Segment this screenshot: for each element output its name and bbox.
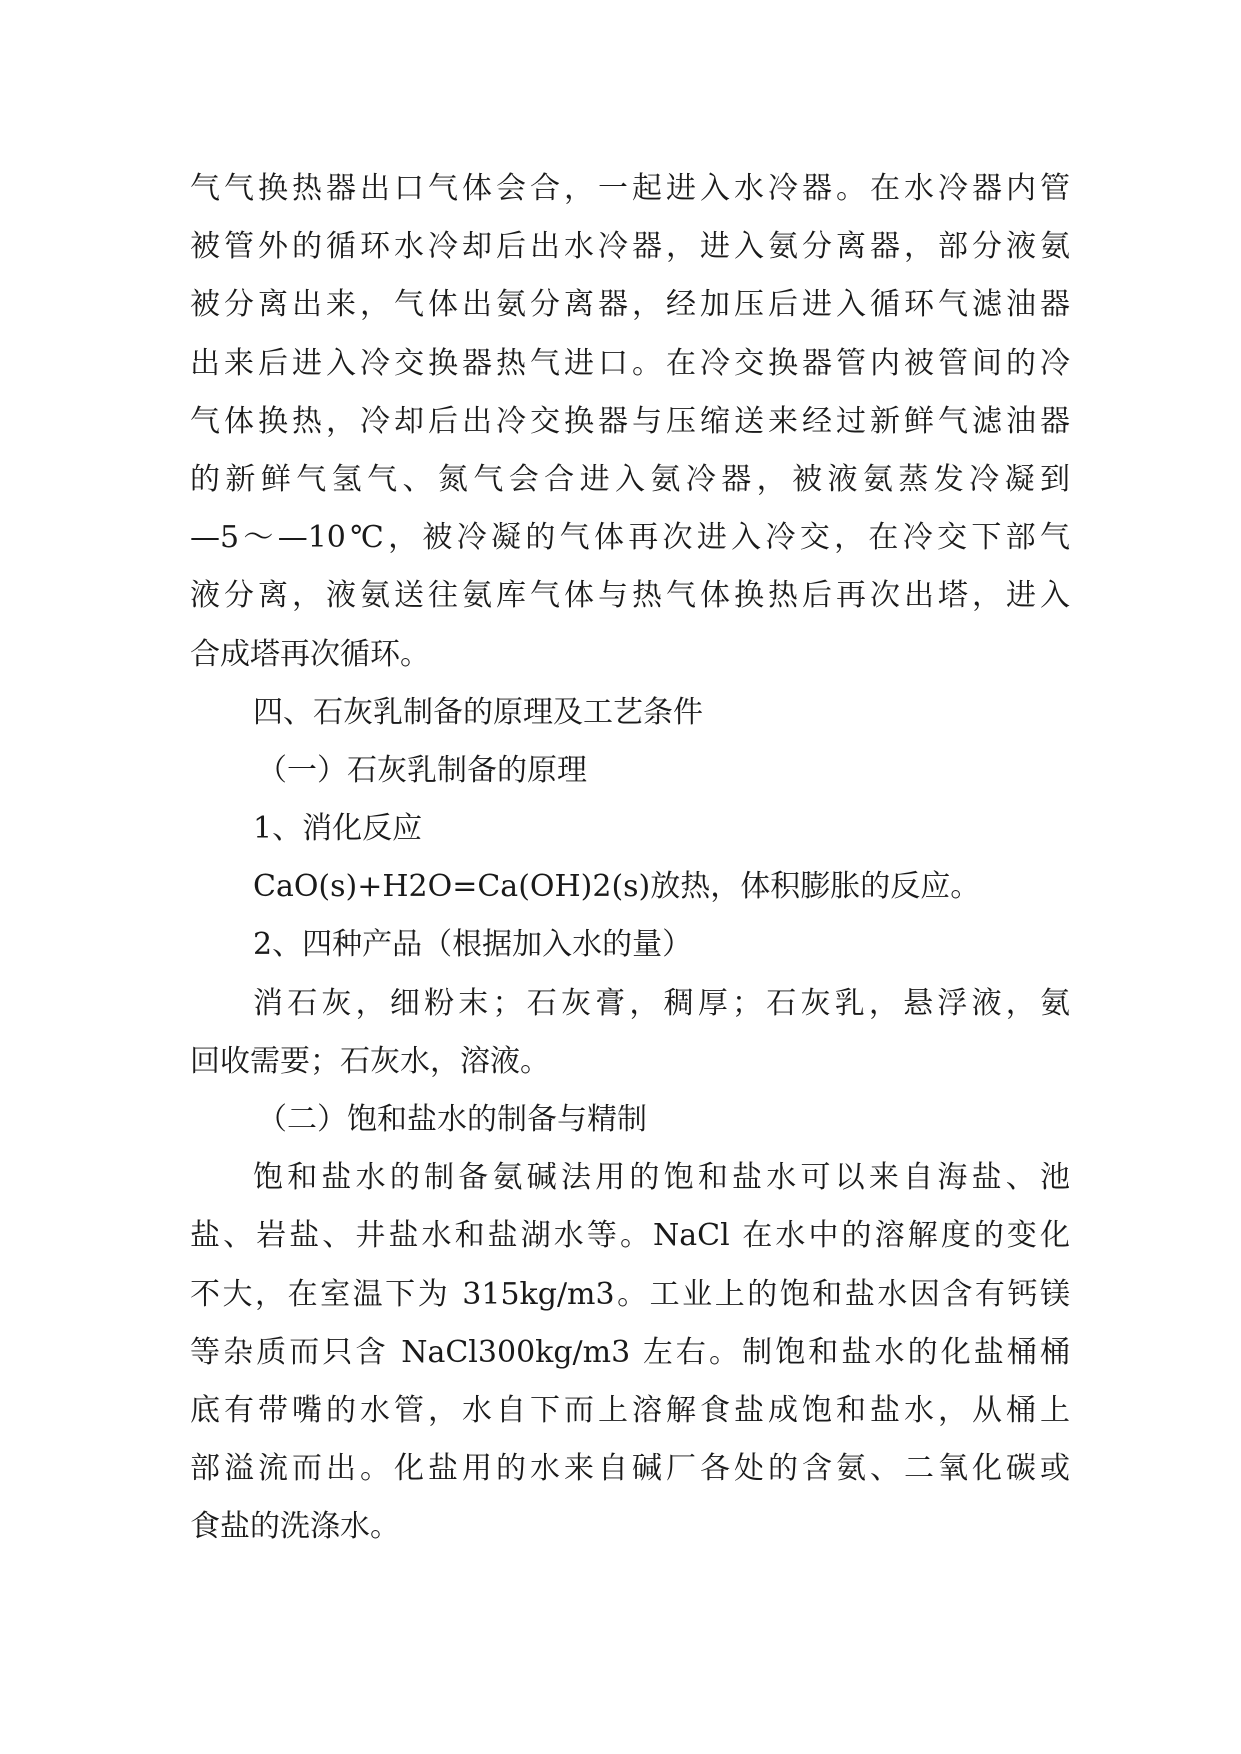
text-line: 食盐的洗涤水。	[190, 1509, 400, 1545]
text-line: 等杂质而只含 NaCl300kg/m3 左右。制饱和盐水的化盐桶桶	[190, 1334, 1070, 1370]
subsection-heading: （二）饱和盐水的制备与精制	[257, 1102, 647, 1137]
text-line: 的新鲜气氢气、氮气会合进入氨冷器，被液氨蒸发冷凝到	[190, 461, 1070, 497]
text-line: 气体换热，冷却后出冷交换器与压缩送来经过新鲜气滤油器	[190, 403, 1070, 439]
text-line: 被管外的循环水冷却后出水冷器，进入氨分离器，部分液氨	[190, 229, 1070, 265]
text-line: 气气换热器出口气体会合，一起进入水冷器。在水冷器内管	[190, 171, 1070, 206]
text-line: 液分离，液氨送往氨库气体与热气体换热后再次出塔，进入	[190, 578, 1070, 614]
section-heading: 四、石灰乳制备的原理及工艺条件	[253, 694, 703, 730]
text-line: 部溢流而出。化盐用的水来自碱厂各处的含氨、二氧化碳或	[190, 1451, 1070, 1487]
text-line: 盐、岩盐、井盐水和盐湖水等。NaCl 在水中的溶解度的变化	[190, 1218, 1070, 1254]
body-text	[190, 160, 1070, 1557]
text-line: 消石灰，细粉末；石灰膏，稠厚；石灰乳，悬浮液，氨	[253, 985, 1070, 1021]
item-heading: 2、四种产品（根据加入水的量）	[253, 927, 693, 963]
text-line: 底有带嘴的水管，水自下而上溶解食盐成饱和盐水，从桶上	[190, 1392, 1070, 1428]
text-line: 饱和盐水的制备氨碱法用的饱和盐水可以来自海盐、池	[253, 1160, 1070, 1196]
text-line: 不大，在室温下为 315kg/m3。工业上的饱和盐水因含有钙镁	[190, 1276, 1070, 1312]
text-line: 回收需要；石灰水，溶液。	[190, 1043, 550, 1079]
subsection-heading: （一）石灰乳制备的原理	[257, 752, 587, 788]
item-heading: 1、消化反应	[253, 811, 423, 847]
text-line: —5～—10℃，被冷凝的气体再次进入冷交，在冷交下部气	[190, 520, 1070, 556]
text-line: 合成塔再次循环。	[190, 636, 430, 672]
text-line: 被分离出来，气体出氨分离器，经加压后进入循环气滤油器	[190, 287, 1070, 323]
text-line: 出来后进入冷交换器热气进口。在冷交换器管内被管间的冷	[190, 345, 1070, 381]
chemical-equation: CaO(s)+H2O=Ca(OH)2(s)放热，体积膨胀的反应。	[253, 869, 981, 905]
